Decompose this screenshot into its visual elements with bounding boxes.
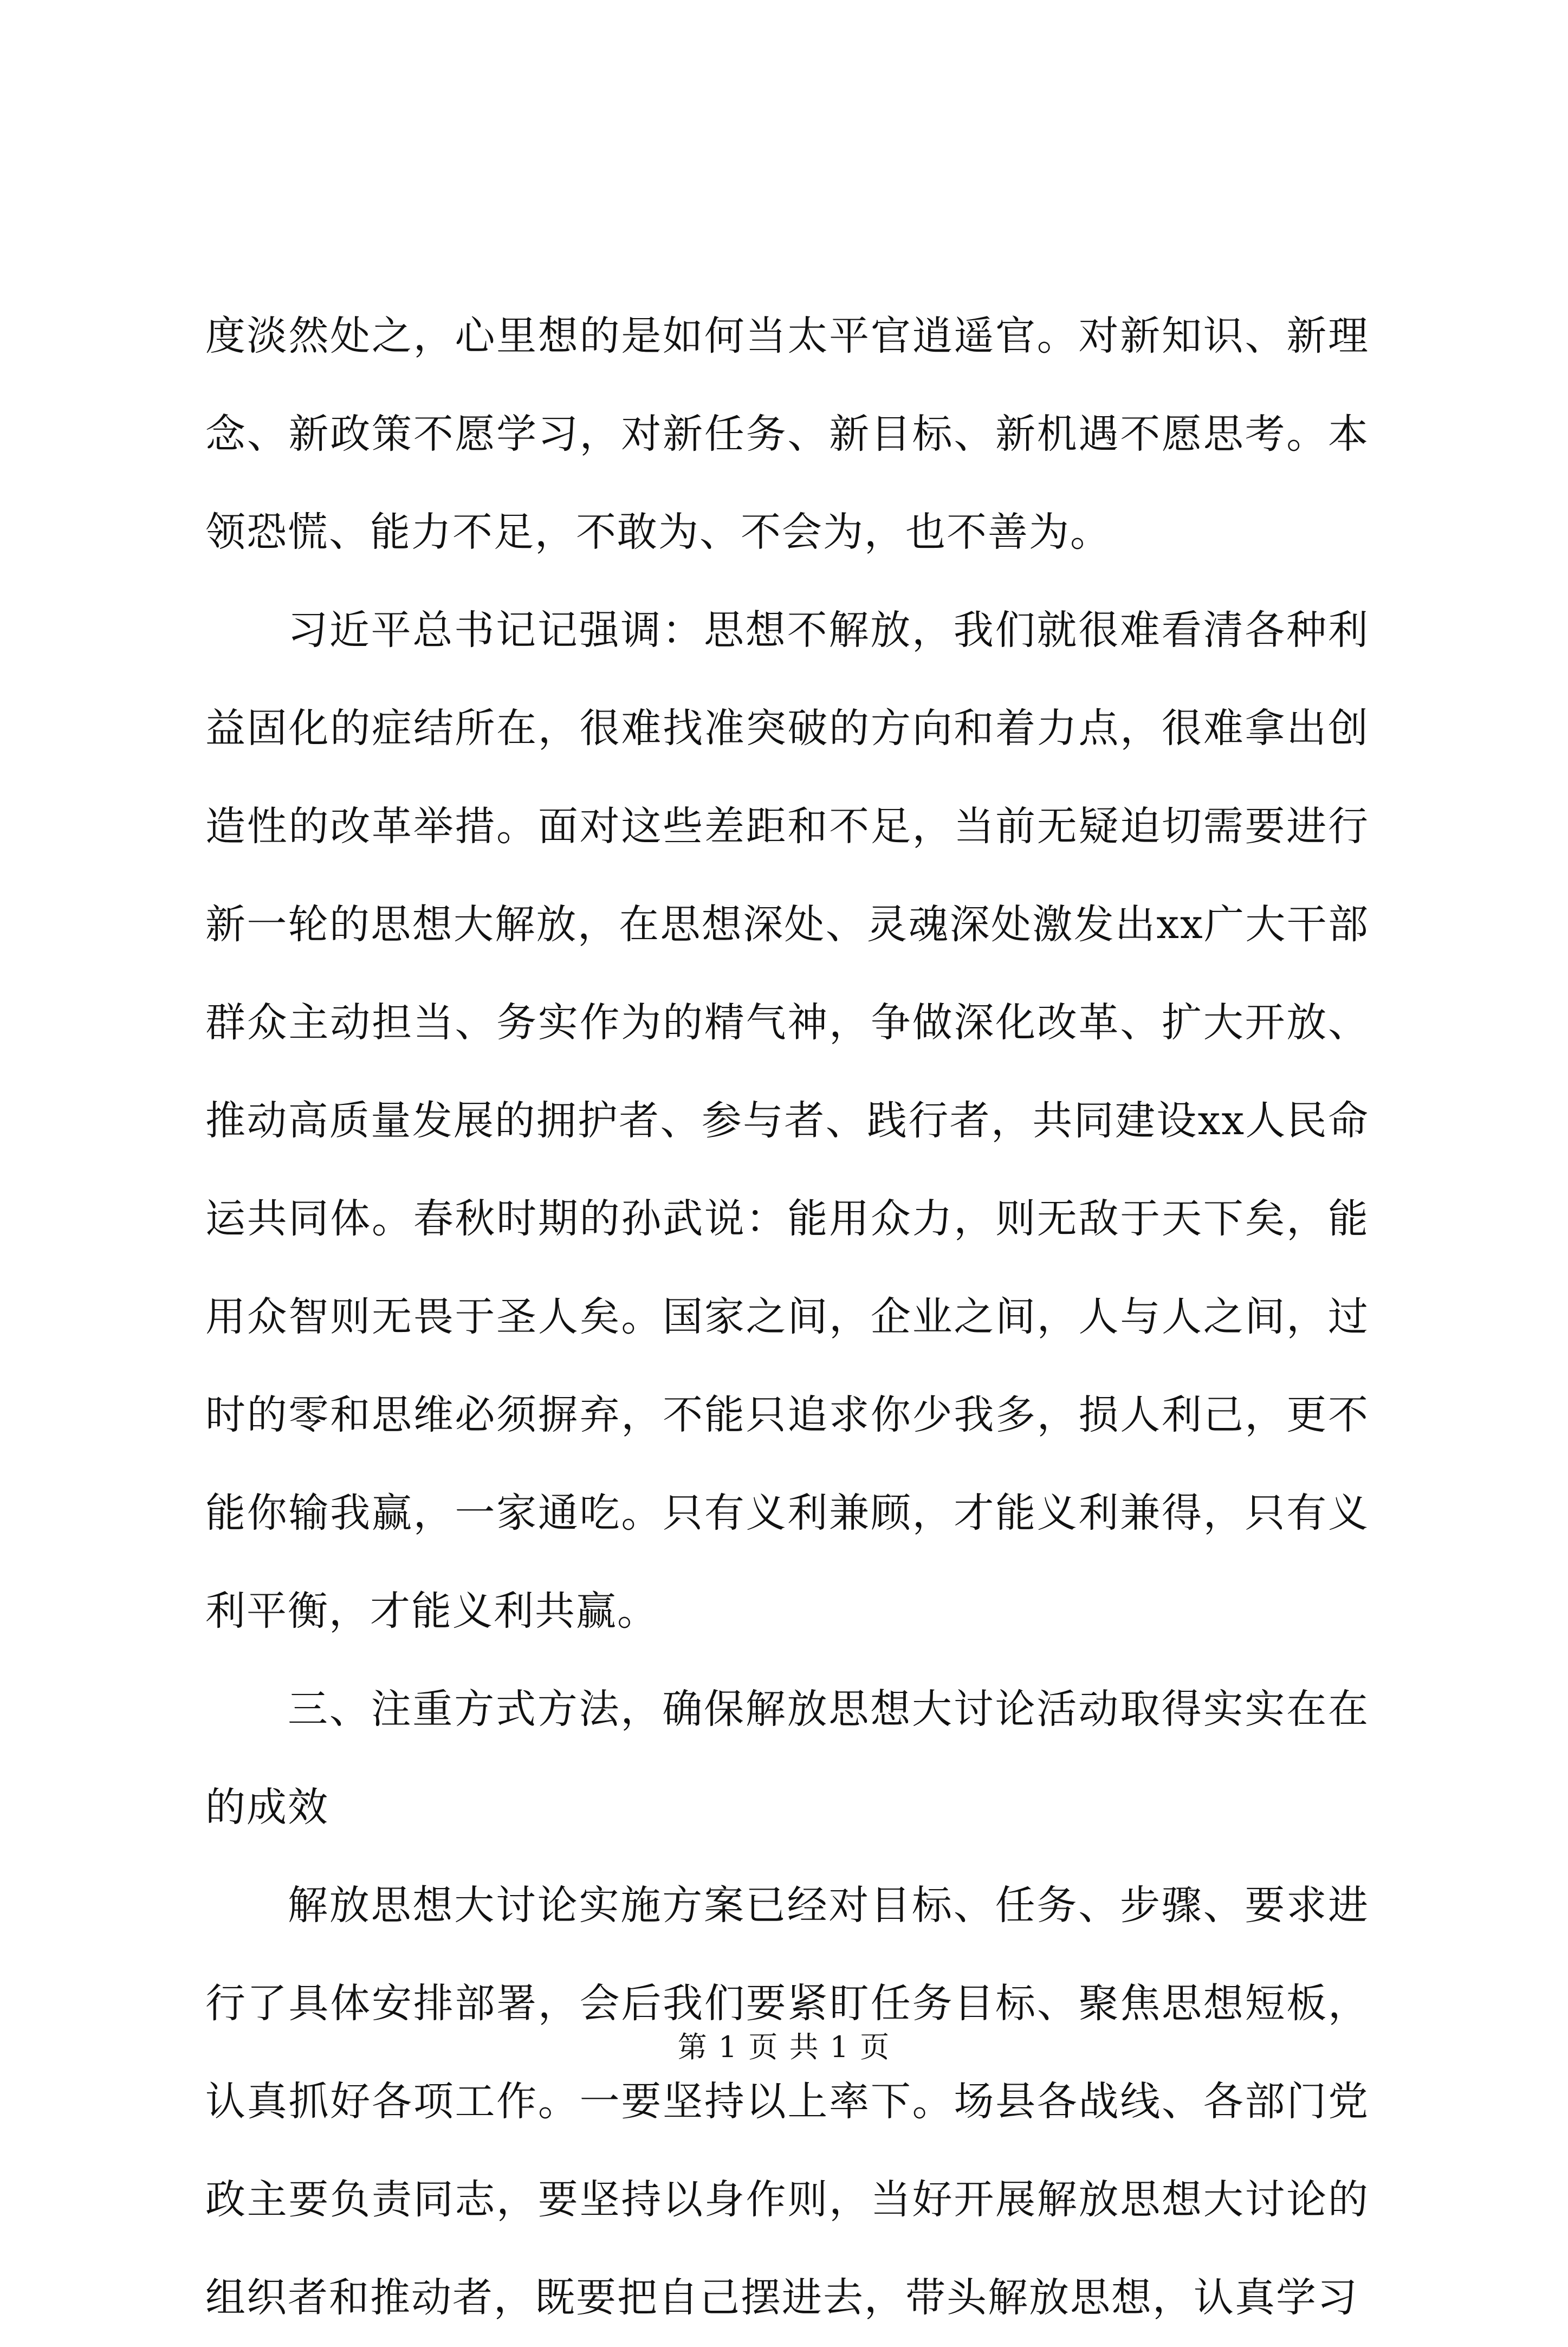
page-footer: 第 1 页 共 1 页 <box>677 2030 891 2064</box>
paragraph-implementation: 解放思想大讨论实施方案已经对目标、任务、步骤、要求进行了具体安排部署，会后我们要紧盯任务目标、聚焦思想短板，认真抓好各项工作。一要坚持以上率下。场县各战线、各部门党政主要负责同志，要坚持以身作则，当好开展解放思想大讨论的组织者和推动者，既要把自己摆进去，带头解放思想，认真学习 <box>205 1882 1369 2321</box>
section-heading: 三、注重方式方法，确保解放思想大讨论活动取得实实在在的成效 <box>205 1686 1369 1831</box>
paragraph-quote: 习近平总书记记强调：思想不解放，我们就很难看清各种利益固化的症结所在，很难找准突破的方向和着力点，很难拿出创造性的改革举措。面对这些差距和不足，当前无疑迫切需要进行新一轮的思想大解放，在思想深处、灵魂深处激发出xx广大干部群众主动担当、务实作为的精气神，争做深化改革、扩大开放、推动高质量发展的拥护者、参与者、践行者，共同建设xx人民命运共同体。春秋时期的孙武说：能用众力，则无敌于天下矣，能用众智则无畏于圣人矣。国家之间，企业之间，人与人之间，过时的零和思维必须摒弃，不能只追求你少我多，损人利己，更不能你输我赢，一家通吃。只有义利兼顾，才能义利兼得，只有义利平衡，才能义利共赢。 <box>205 607 1369 1634</box>
paragraph-continuation: 度淡然处之，心里想的是如何当太平官逍遥官。对新知识、新理念、新政策不愿学习，对新任务、新目标、新机遇不愿思考。本领恐慌、能力不足，不敢为、不会为，也不善为。 <box>205 313 1369 555</box>
